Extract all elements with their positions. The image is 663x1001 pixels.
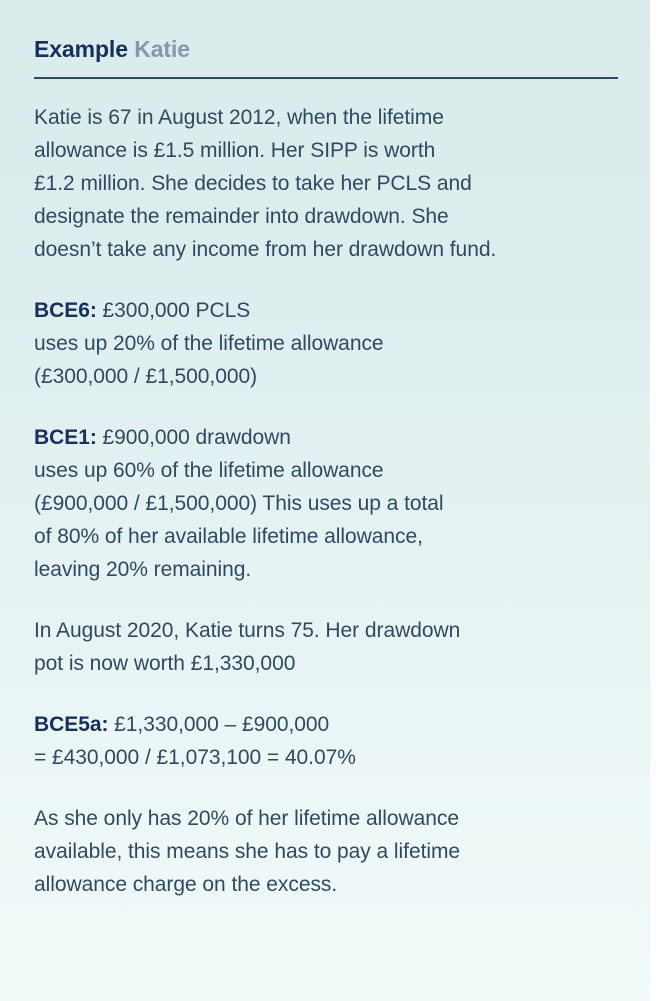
paragraph-line: doesn’t take any income from her drawdown fund. <box>34 238 497 261</box>
page-title <box>34 34 617 64</box>
bce-label: BCE5a: <box>34 713 109 736</box>
paragraph-bce5a <box>34 708 617 774</box>
paragraph-line: As she only has 20% of her lifetime allowance <box>34 807 459 830</box>
paragraph-line: £1.2 million. She decides to take her PCLS and <box>34 172 472 195</box>
paragraph-line-text: £900,000 drawdown <box>96 426 291 449</box>
paragraph-line: allowance charge on the excess. <box>34 873 338 896</box>
paragraph-line <box>34 708 617 741</box>
paragraph-line: = £430,000 / £1,073,100 = 40.07% <box>34 746 356 769</box>
example-body <box>34 101 617 901</box>
paragraph-line: allowance is £1.5 million. Her SIPP is worth <box>34 139 436 162</box>
paragraph-line-text: £1,330,000 – £900,000 <box>108 713 330 736</box>
paragraph-intro <box>34 101 617 266</box>
paragraph-line: designate the remainder into drawdown. She <box>34 205 449 228</box>
paragraph-line: In August 2020, Katie turns 75. Her drawdown <box>34 619 461 642</box>
page-title-prefix: Example <box>34 36 128 62</box>
paragraph-line: of 80% of her available lifetime allowance, <box>34 525 423 548</box>
paragraph-conclusion <box>34 802 617 901</box>
title-divider <box>34 77 618 79</box>
paragraph-line-text: £300,000 PCLS <box>96 299 251 322</box>
paragraph-line <box>34 421 617 454</box>
paragraph-line: pot is now worth £1,330,000 <box>34 652 296 675</box>
paragraph-age75 <box>34 614 617 680</box>
paragraph-line: (£900,000 / £1,500,000) This uses up a total <box>34 492 444 515</box>
bce-label: BCE6: <box>34 299 97 322</box>
paragraph-bce6 <box>34 294 617 393</box>
paragraph-line <box>34 294 617 327</box>
paragraph-line: uses up 20% of the lifetime allowance <box>34 332 384 355</box>
paragraph-bce1 <box>34 421 617 586</box>
paragraph-line: leaving 20% remaining. <box>34 558 252 581</box>
paragraph-line: available, this means she has to pay a lifetime <box>34 840 461 863</box>
paragraph-line: uses up 60% of the lifetime allowance <box>34 459 384 482</box>
page-title-subject: Katie <box>134 36 190 62</box>
paragraph-line: Katie is 67 in August 2012, when the lifetime <box>34 106 444 129</box>
paragraph-line: (£300,000 / £1,500,000) <box>34 365 258 388</box>
bce-label: BCE1: <box>34 426 97 449</box>
